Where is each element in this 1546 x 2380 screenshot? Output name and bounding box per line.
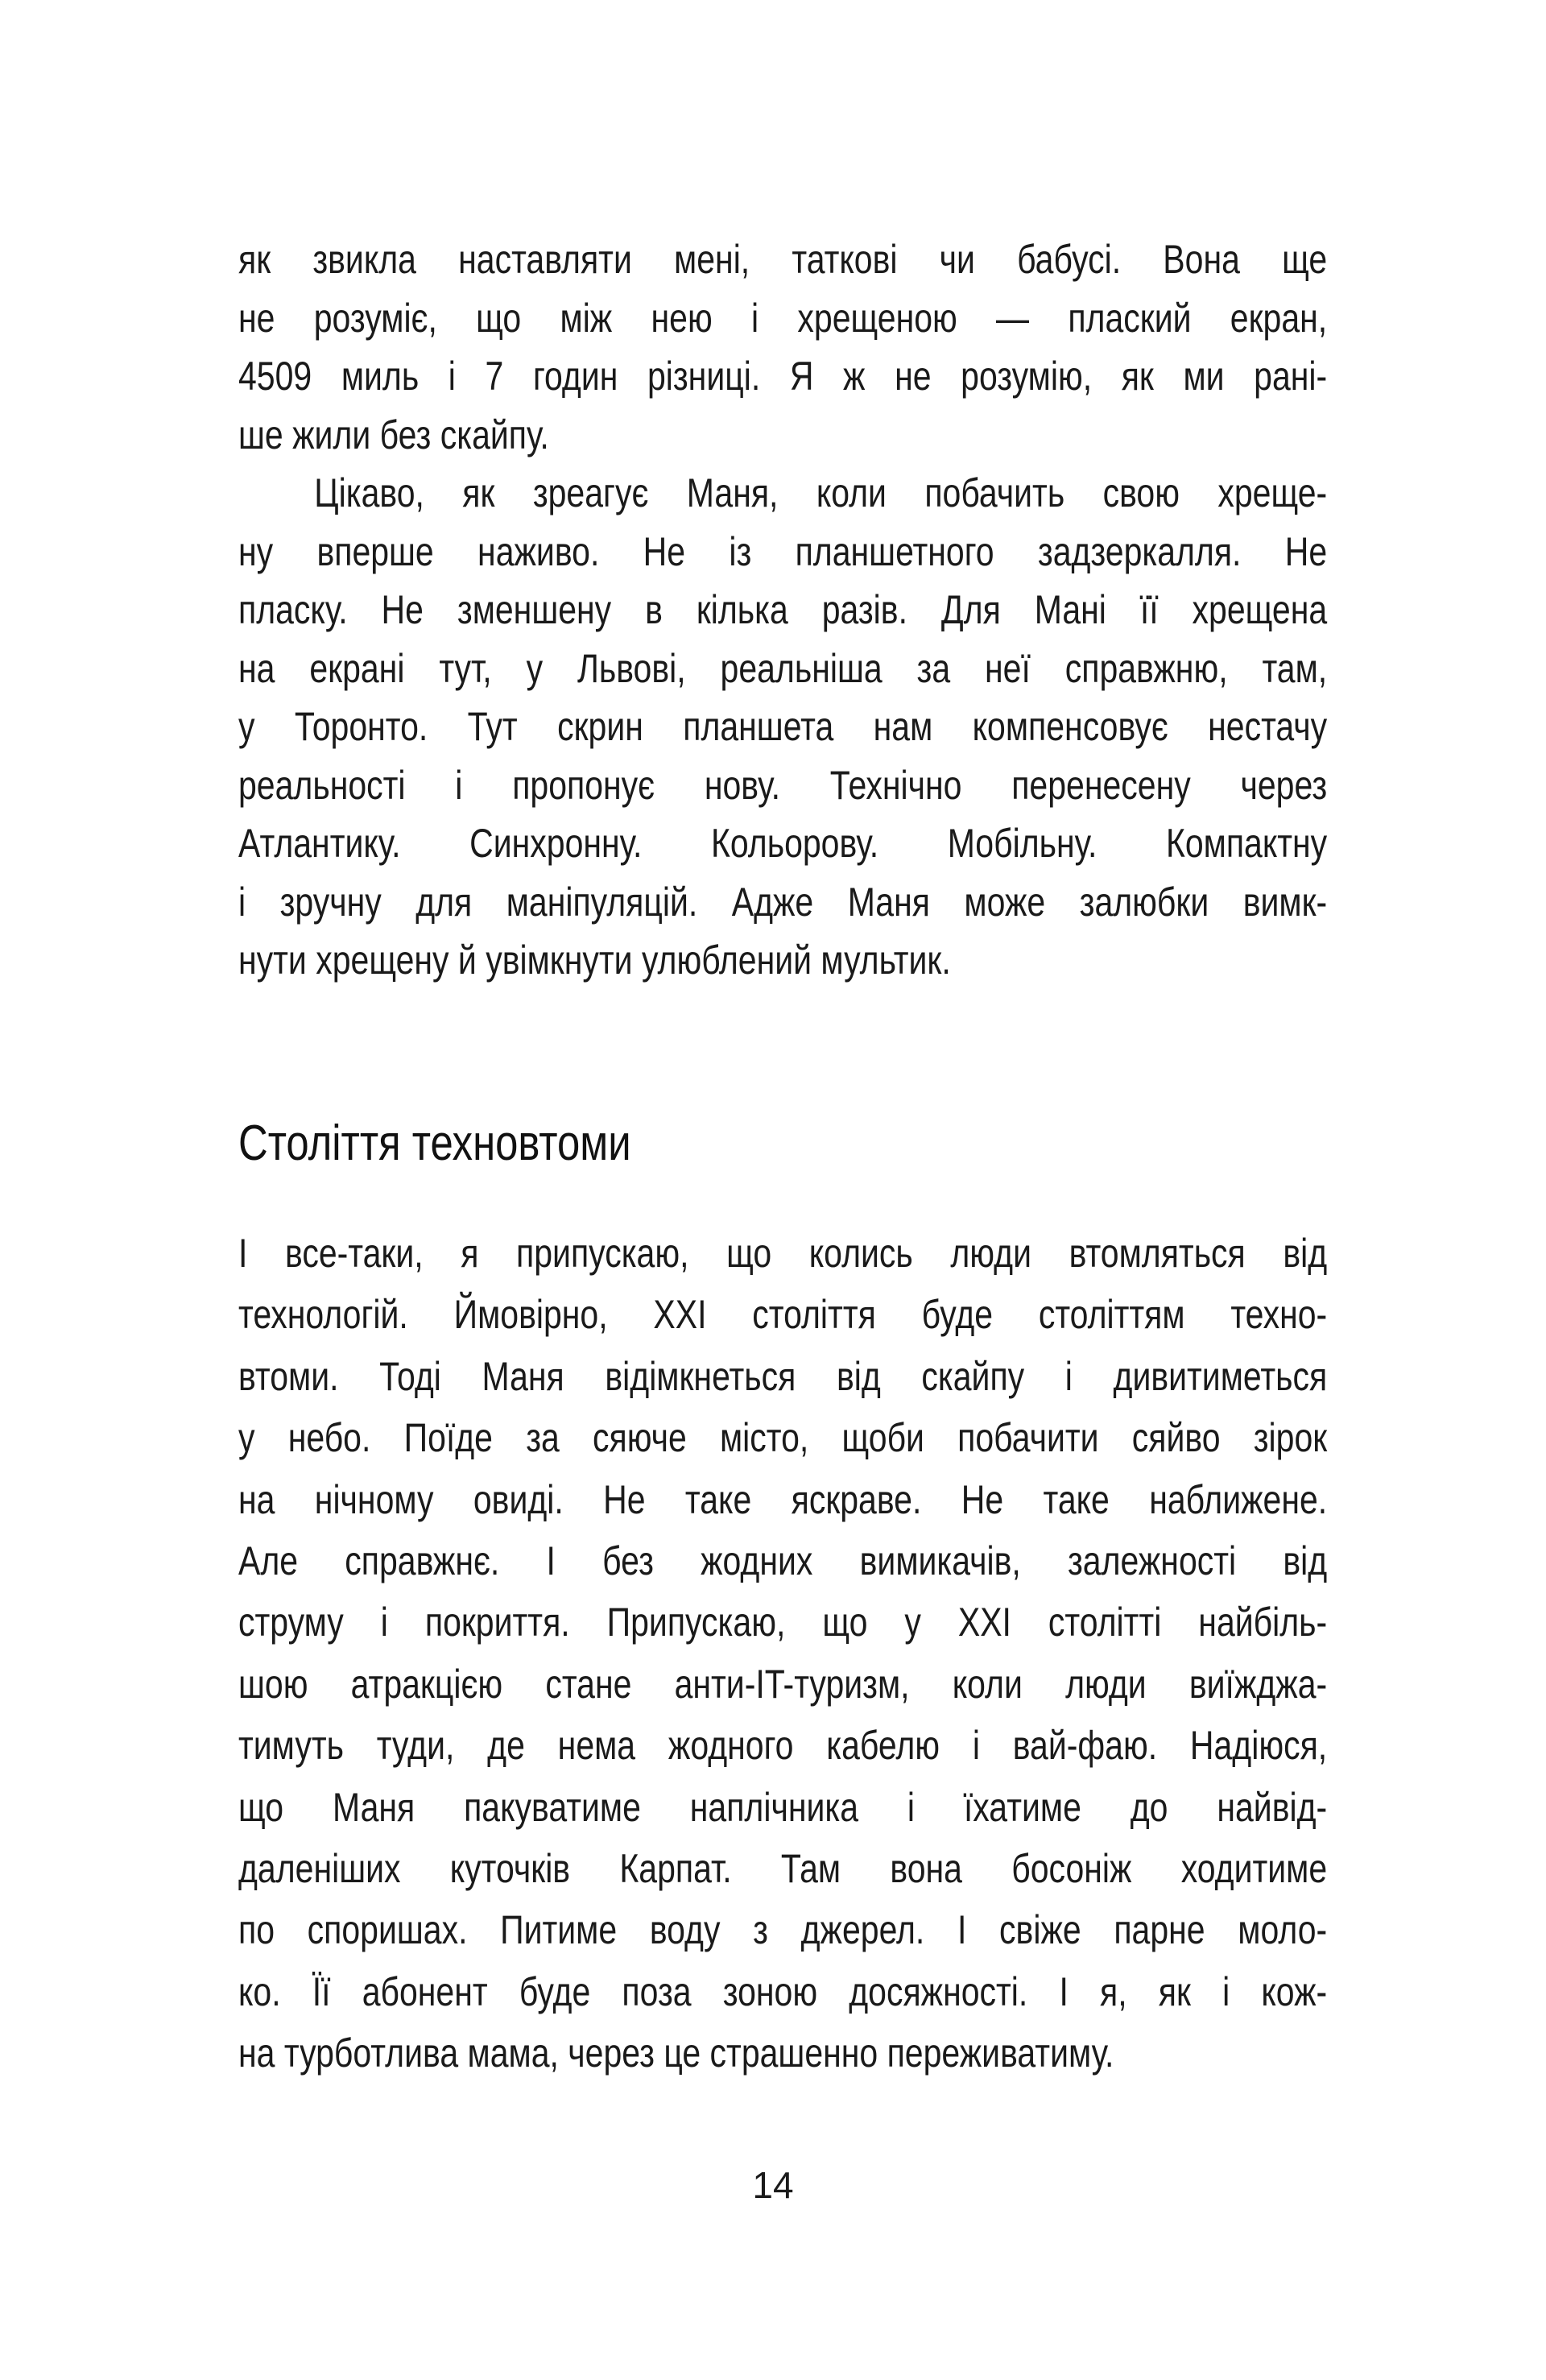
- text-line: даленіших куточків Карпат. Там вона босоніж ходитиме: [238, 1845, 1328, 1891]
- text-line: І все-таки, я припускаю, що колись люди втомляться від: [238, 1231, 1328, 1276]
- text-line: нути хрещену й увімкнути улюблений мультик.: [238, 938, 951, 983]
- text-line: 4509 миль і 7 годин різниці. Я ж не розумію, як ми рані-: [238, 354, 1328, 399]
- text-line: не розуміє, що між нею і хрещеною — плаский екран,: [238, 295, 1328, 341]
- text-line: втоми. Тоді Маня відімкнеться від скайпу і дивитиметься: [238, 1353, 1328, 1399]
- text-line: і зручну для маніпуляцій. Адже Маня може залюбки вимк-: [238, 879, 1328, 925]
- text-line: у Торонто. Тут скрин планшета нам компенсовує нестачу: [238, 704, 1328, 749]
- paragraph-1: [238, 230, 1327, 990]
- page-number: 14: [752, 2164, 794, 2206]
- text-line: як звикла наставляти мені, таткові чи бабусі. Вона ще: [238, 237, 1328, 282]
- text-line: Але справжнє. І без жодних вимикачів, залежності від: [238, 1538, 1328, 1583]
- text-line: технологій. Ймовірно, XXI століття буде століттям техно-: [238, 1292, 1328, 1338]
- text-line: на екрані тут, у Львові, реальніша за неї справжню, там,: [238, 645, 1328, 691]
- text-line: ше жили без скайпу.: [238, 412, 549, 457]
- text-line: на нічному овиді. Не таке яскраве. Не таке наближене.: [238, 1476, 1328, 1522]
- text-line: струму і покриття. Припускаю, що у XXI столітті найбіль-: [238, 1600, 1328, 1645]
- text-line: реальності і пропонує нову. Технічно перенесену через: [238, 762, 1328, 808]
- text-line: по споришах. Питиме воду з джерел. І свіже парне моло-: [238, 1907, 1328, 1953]
- text-line: Цікаво, як зреагує Маня, коли побачить свою хреще-: [314, 470, 1328, 515]
- text-line: ну вперше наживо. Не із планшетного задзеркалля. Не: [238, 528, 1328, 574]
- text-line: тимуть туди, де нема жодного кабелю і вай-фаю. Надіюся,: [238, 1723, 1328, 1769]
- section-heading: Століття техновтоми: [238, 1115, 631, 1171]
- text-line: пласку. Не зменшену в кілька разів. Для Мані її хрещена: [238, 587, 1328, 632]
- text-line: на турботлива мама, через це страшенно переживатиму.: [238, 2030, 1114, 2076]
- paragraph-2: [238, 1223, 1327, 2084]
- text-line: Атлантику. Синхронну. Кольорову. Мобільну. Компактну: [238, 821, 1328, 866]
- text-line: ко. Її абонент буде поза зоною досяжності. І я, як і кож-: [238, 1968, 1328, 2014]
- text-line: шою атракцією стане анти-IT-туризм, коли люди виїжджа-: [238, 1661, 1328, 1707]
- text-line: що Маня пакуватиме наплічника і їхатиме до найвід-: [238, 1784, 1328, 1830]
- text-line: у небо. Поїде за сяюче місто, щоби побачити сяйво зірок: [238, 1415, 1328, 1461]
